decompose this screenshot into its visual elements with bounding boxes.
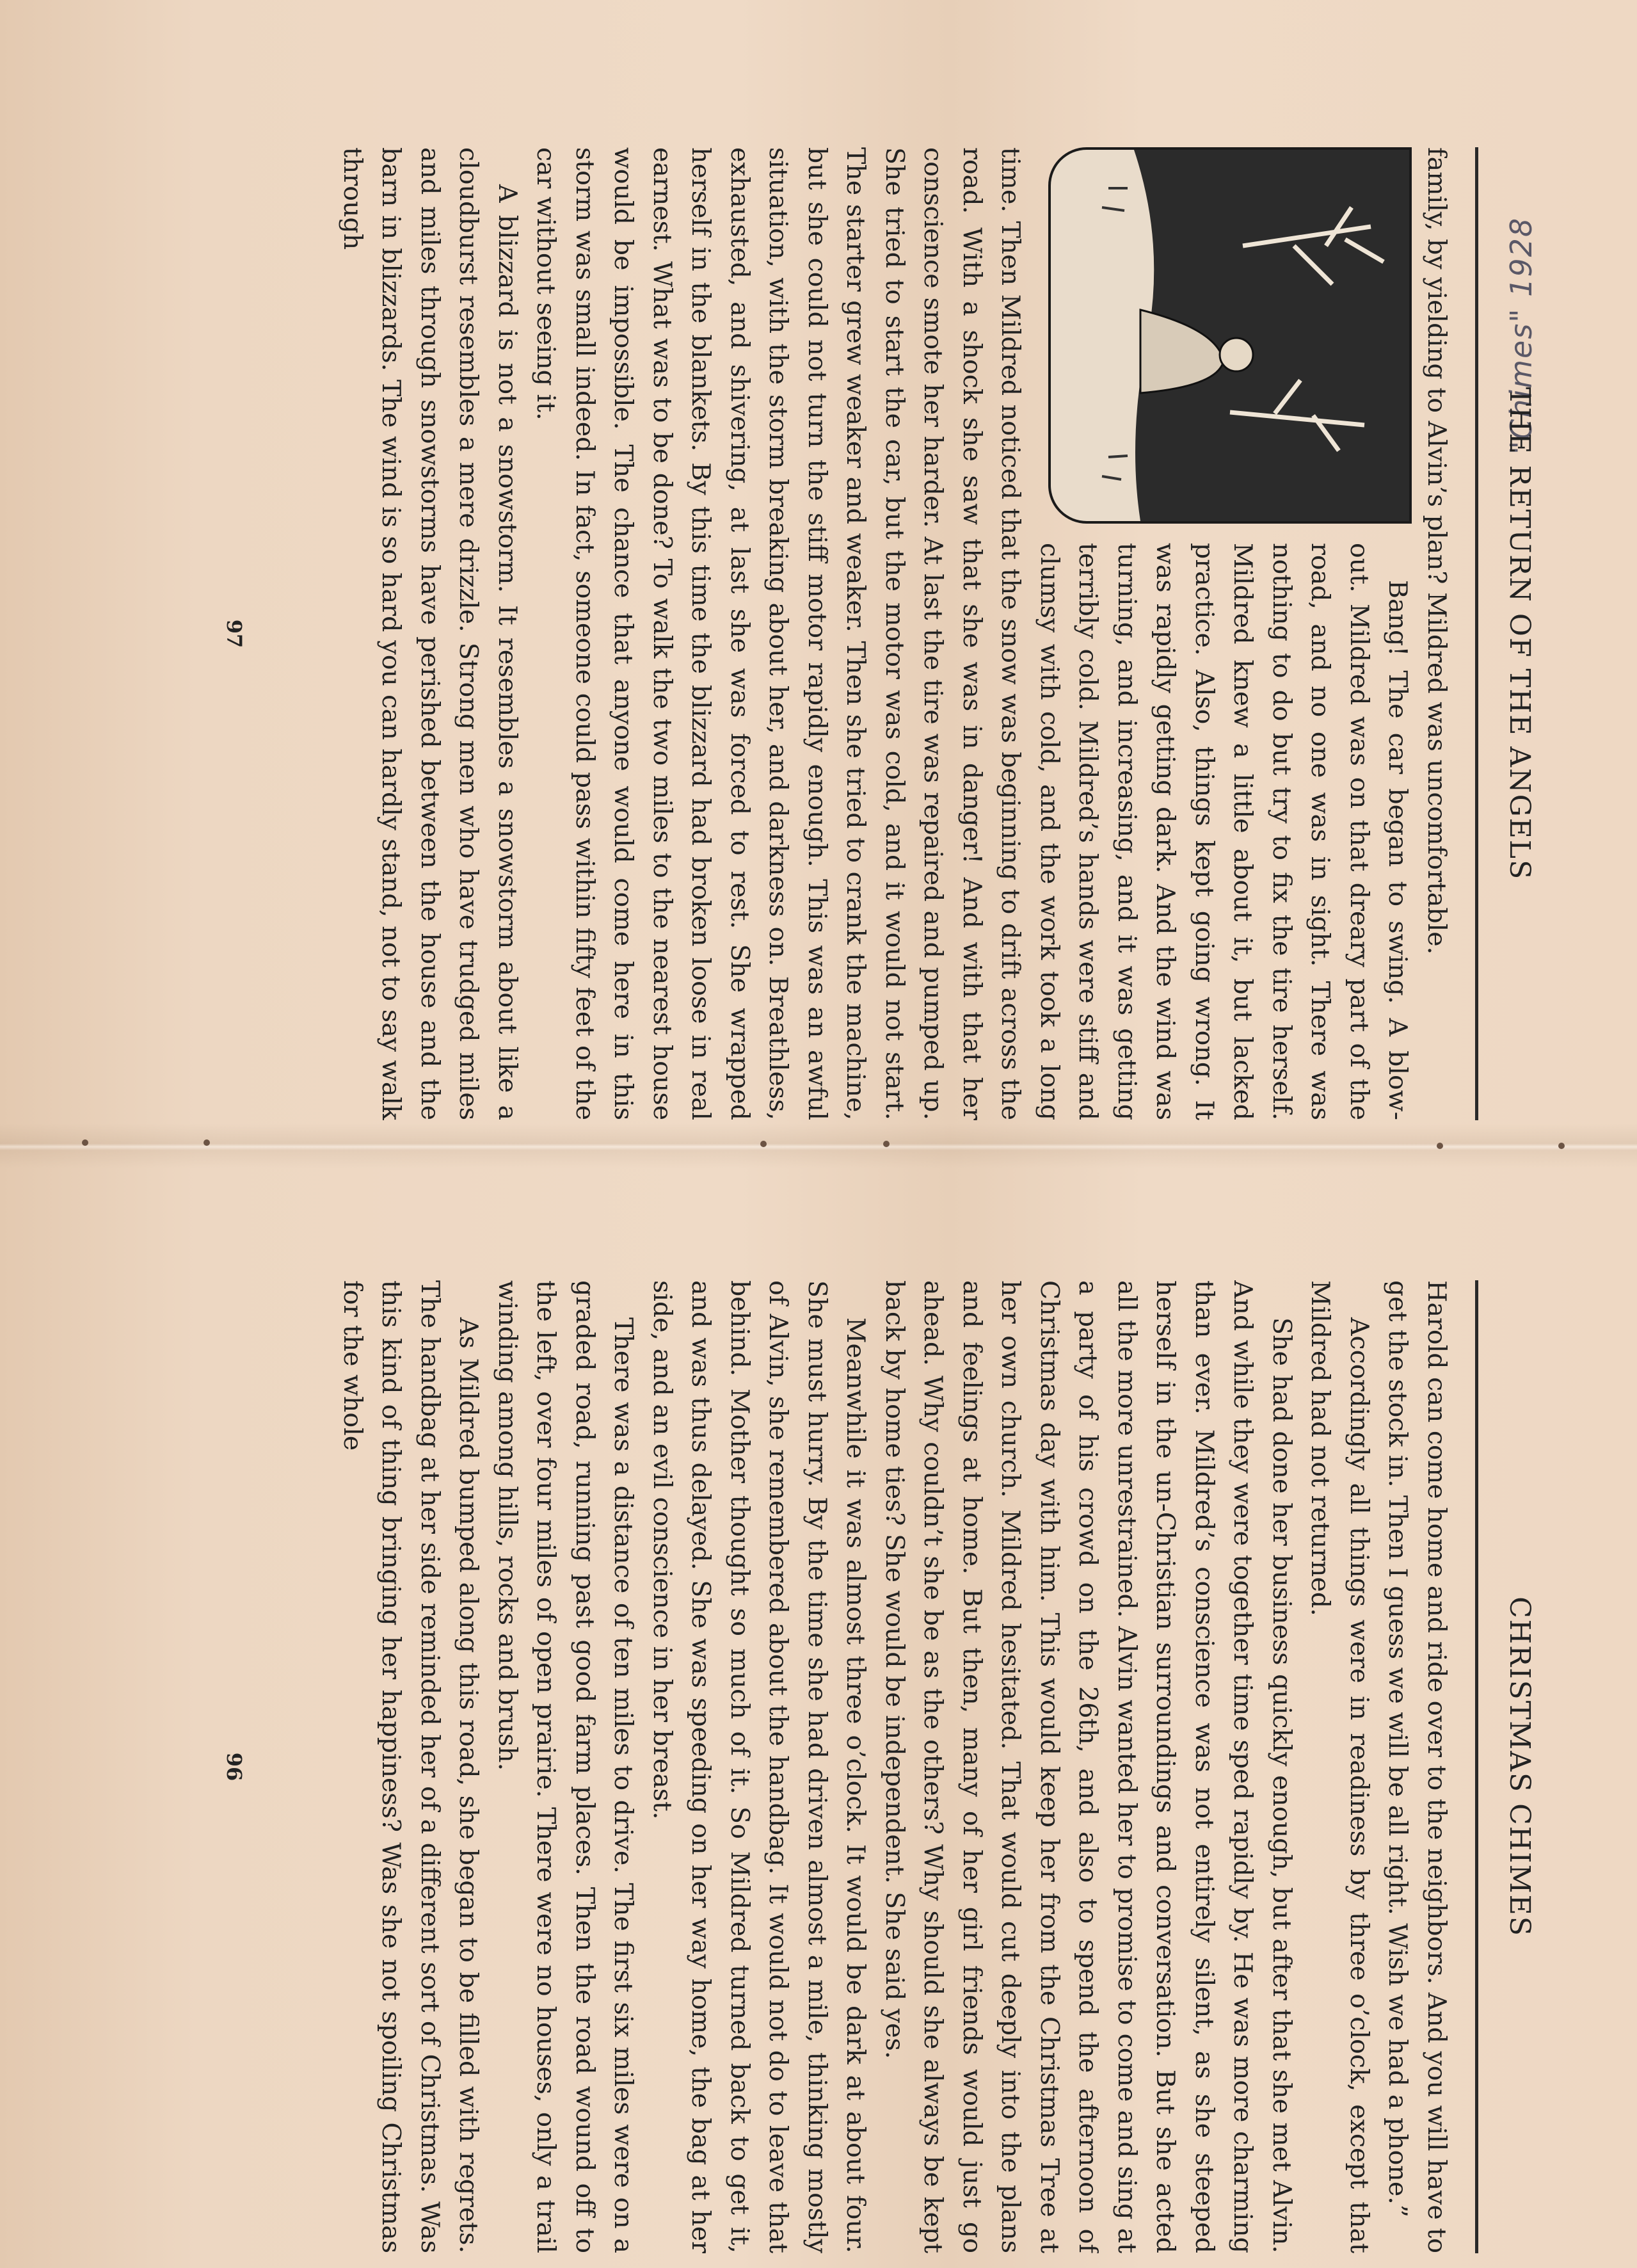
paragraph: As Mildred bumped along this road, she began to be filled with regrets. The handbag at her side reminded her of a different sort of Christmas. Was this kind of thing bringing her happiness? Was she not spoiling Christmas for the whole (338, 1280, 484, 2253)
center-fold (0, 1123, 1637, 1168)
body-text (272, 147, 1456, 1120)
staple-hole (1558, 1143, 1565, 1149)
page-number: 97 (222, 619, 246, 648)
paragraph: She had done her business quickly enough, but after that she met Alvin. And while they were together time sped rapidly by. He was more charming than ever. Mildred’s conscience was not entirely silent, as she steeped herself in the un-Christian surroundings and conversation. But she acted all the more unrestrained. Alvin wanted her to promise to come and sing at a party of his crowd on the 26th, and also to spend the afternoon of Christmas day with him. This would keep her from the Christmas Tree at her own church. Mildred hesitated. That would cut deeply into the plans and feelings at home. But then, many of her girl friends would just go ahead. Why couldn’t she be as the others? Why should she always be kept back by home ties? She would be independent. She said yes. (880, 1280, 1297, 2253)
staple-hole (1437, 1143, 1443, 1149)
paragraph: family, by yielding to Alvin’s plan? Mildred was uncomfortable. (1422, 147, 1451, 955)
snowy-night-illustration (1049, 147, 1412, 524)
paragraph: Bang! The car began to swing. A blow-out. Mildred was on that dreary part of the road, and no one was in sight. There was nothing to do but try to fix the tire herself. Mildred knew a little about it, but lacked practice. Also, things kept going wrong. It was rapidly getting dark. And the wind was turning, and increasing, and it was getting terribly cold. Mildred’s hands were stiff and clumsy with cold, and the work took a long time. Then Mildred noticed that the snow was beginning to drift across the road. With a shock she saw that she was in danger! And with that her conscience smote her harder. At last the tire was repaired and pumped up. She tried to start the car, but the motor was cold, and it would not start. The starter grew weaker and weaker. Then she tried to crank the machine, but she could not turn the stiff motor rapidly enough. This was an awful situation, with the storm breaking about her, and darkness on. Breathless, exhausted, and shivering, at last she was forced to rest. She wrapped herself in the blankets. By this time the blizzard had broken loose in real earnest. What was to be done? To walk the two miles to the nearest house would be impossible. The chance that anyone would come here in this storm was small indeed. In fact, someone could pass within fifty feet of the car without seeing it. (531, 147, 1413, 1120)
body-text (272, 1280, 1456, 2253)
staple-hole (204, 1139, 210, 1146)
paragraph: There was a distance of ten miles to drive. The first six miles were on a graded road, running past good farm places. Then the road wound off to the left, over four miles of open prairie. There were no houses, only a trail winding among hills, rocks and brush. (493, 1280, 639, 2253)
handwritten-note: "Chimes" 1928 (1504, 216, 1538, 454)
head-rule (1475, 147, 1478, 1120)
page-96 (186, 1280, 1561, 2253)
paragraph: Meanwhile it was almost three o’clock. It would be dark at about four. She must hurry. By the time she had driven almost a mile, thinking mostly of Alvin, she remembered about the handbag. It would not do to leave that behind. Mother thought so much of it. So Mildred turned back to get it, and was thus delayed. She was speeding on her way home, the bag at her side, and an evil conscience in her breast. (648, 1280, 871, 2253)
staple-hole (760, 1141, 767, 1147)
staple-hole (883, 1141, 890, 1147)
running-head: THE RETURN OF THE ANGELS (1503, 387, 1536, 881)
page-97 (186, 147, 1561, 1120)
paragraph: A blizzard is not a snowstorm. It resembles a snowstorm about like a cloudburst resembles a mere drizzle. Strong men who have trudged miles and miles through snowstorms have perished between the house and the barn in blizzards. The wind is so hard you can hardly stand, not to say walk through (338, 147, 522, 1120)
running-head: CHRISTMAS CHIMES (1503, 1596, 1536, 1937)
head-rule (1475, 1280, 1478, 2253)
paragraph: Harold can come home and ride over to the neighbors. And you will have to get the stock in. Then I guess we will be all right. Wish we had a phone.” (1383, 1280, 1451, 2253)
page-number: 96 (222, 1752, 246, 1781)
paragraph: Accordingly all things were in readiness by three o’clock, except that Mildred had not returned. (1306, 1280, 1374, 2253)
staple-hole (82, 1139, 88, 1146)
